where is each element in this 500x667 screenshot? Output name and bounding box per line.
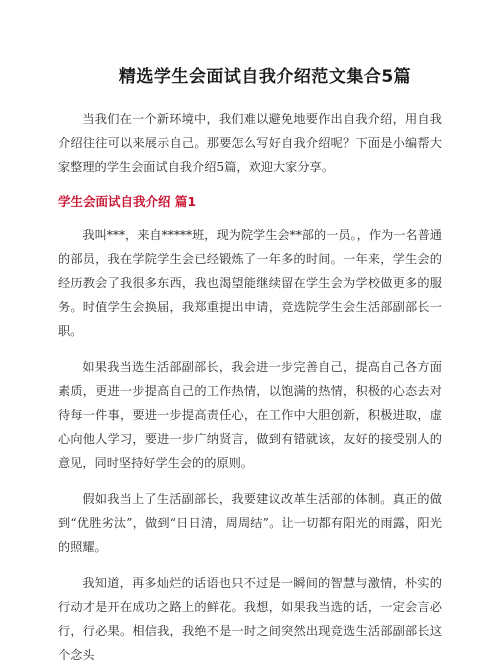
- body-paragraph-1: 我叫***，来自*****班，现为院学生会**部的一员。，作为一名普通的部员，我在学院学生会已经锻炼了一年多的时间。一年来，学生会的经历教会了我很多东西，我也渴望能继续留在学生会为学校做更多的服务。时值学生会换届，我郑重提出申请，竞选院学生会生活部副部长一职。: [58, 228, 442, 338]
- document-title: 精选学生会面试自我介绍范文集合5篇: [118, 67, 412, 87]
- body-paragraph-3: 假如我当上了生活副部长，我要建议改革生活部的体制。真正的做到“优胜劣汰”，做到“日日清，周周结”。让一切都有阳光的雨露，阳光的照耀。: [58, 492, 442, 554]
- body-paragraph-4: 我知道，再多灿烂的话语也只不过是一瞬间的智慧与激情，朴实的行动才是开在成功之路上的鲜花。我想，如果我当选的话，一定会言必行，行必果。相信我，我绝不是一时之间突然出现竞选生活部副部长这个念头: [58, 576, 442, 662]
- intro-paragraph: 当我们在一个新环境中，我们难以避免地要作出自我介绍，用自我介绍往往可以来展示自己。那要怎么写好自我介绍呢？下面是小编帮大家整理的学生会面试自我介绍5篇，欢迎大家分享。: [58, 112, 442, 174]
- section-heading: 学生会面试自我介绍 篇1: [58, 194, 197, 209]
- body-paragraph-2: 如果我当选生活部副部长，我会进一步完善自己，提高自己各方面素质，更进一步提高自己的工作热情，以饱满的热情，积极的心态去对待每一件事，要进一步提高责任心，在工作中大胆创新，积极进取，虚心向他人学习，要进一步广纳贤言，做到有错就该，友好的接受别人的意见，同时坚持好学生会的的原则。: [58, 360, 442, 470]
